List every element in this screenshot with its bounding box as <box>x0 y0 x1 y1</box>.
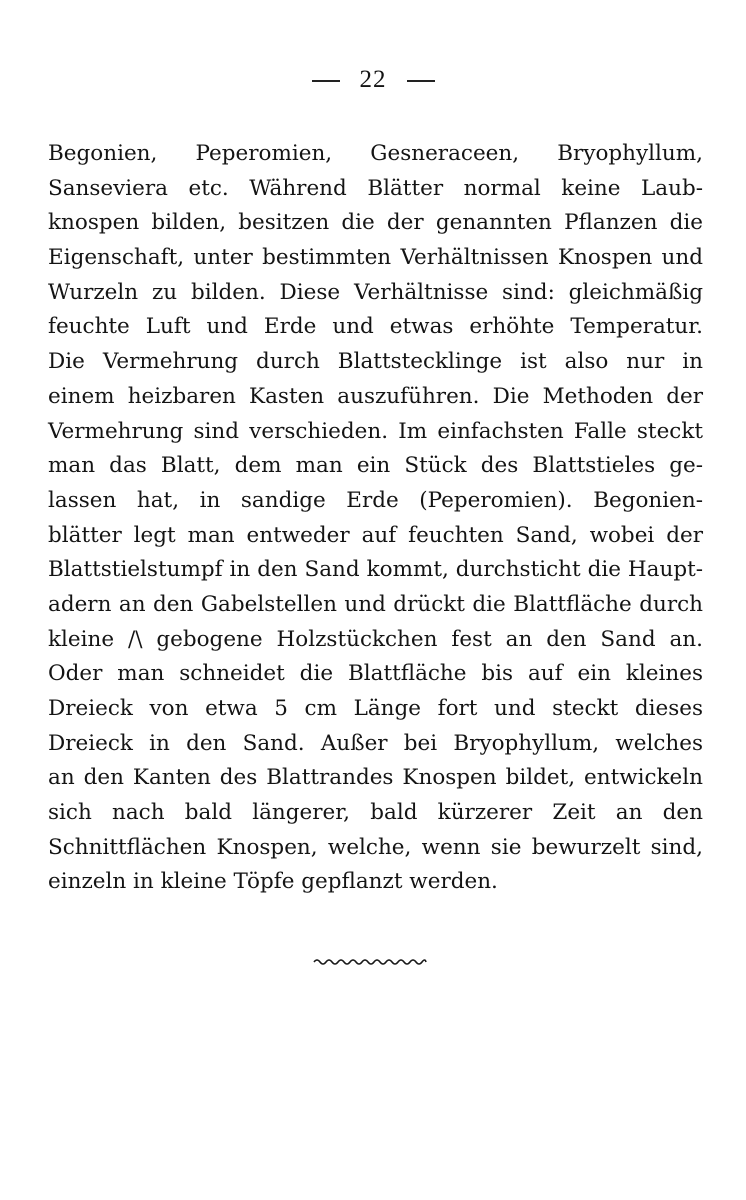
text-line: Blattstielstumpf in den Sand kommt, durchsticht die Haupt- <box>48 557 703 583</box>
page-number-header <box>0 66 746 94</box>
text-line: feuchte Luft und Erde und etwas erhöhte Temperatur. <box>48 314 703 340</box>
text-line: Oder man schneidet die Blattfläche bis auf ein kleines <box>48 661 703 687</box>
right-dash <box>407 80 435 82</box>
text-line: Vermehrung sind verschieden. Im einfachsten Falle steckt <box>48 418 703 444</box>
text-line: Wurzeln zu bilden. Diese Verhältnisse sind: gleichmäßig <box>48 279 703 305</box>
wavy-divider-ornament <box>313 957 427 967</box>
text-line: adern an den Gabelstellen und drückt die Blattfläche durch <box>48 591 703 617</box>
text-line: an den Kanten des Blattrandes Knospen bildet, entwickeln <box>48 765 703 791</box>
text-line: blätter legt man entweder auf feuchten Sand, wobei der <box>48 522 703 548</box>
text-line: Schnittflächen Knospen, welche, wenn sie bewurzelt sind, <box>48 834 703 860</box>
page-number: 22 <box>359 66 387 93</box>
body-text <box>48 137 703 900</box>
text-line: kleine /\ gebogene Holzstückchen fest an den Sand an. <box>48 626 703 652</box>
text-line: man das Blatt, dem man ein Stück des Blattstieles ge- <box>48 453 703 479</box>
text-line: knospen bilden, besitzen die der genannten Pflanzen die <box>48 210 703 236</box>
text-line: Eigenschaft, unter bestimmten Verhältnissen Knospen und <box>48 245 703 271</box>
text-line: Begonien, Peperomien, Gesneraceen, Bryophyllum, <box>48 141 703 166</box>
text-line: Die Vermehrung durch Blattstecklinge ist also nur in <box>48 349 703 375</box>
text-line: Dreieck in den Sand. Außer bei Bryophyllum, welches <box>48 730 703 756</box>
text-line: sich nach bald längerer, bald kürzerer Zeit an den <box>48 800 703 826</box>
left-dash <box>312 80 340 82</box>
text-line: einem heizbaren Kasten auszuführen. Die Methoden der <box>48 383 703 409</box>
text-line: Dreieck von etwa 5 cm Länge fort und steckt dieses <box>48 696 703 721</box>
text-line: lassen hat, in sandige Erde (Peperomien). Begonien- <box>48 487 703 513</box>
text-line: einzeln in kleine Töpfe gepflanzt werden. <box>48 869 498 895</box>
text-line: Sanseviera etc. Während Blätter normal keine Laub- <box>48 175 703 201</box>
